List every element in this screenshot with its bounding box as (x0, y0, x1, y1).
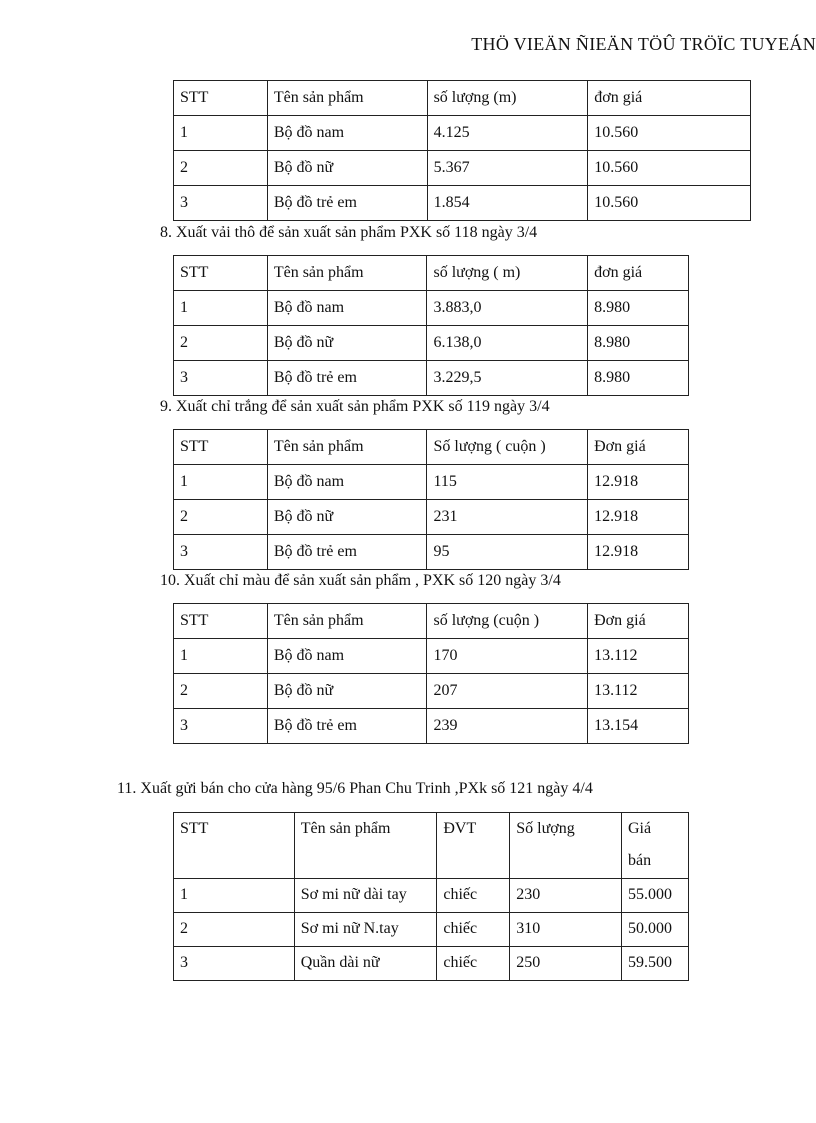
cell-product-name: Bộ đồ nam (267, 465, 427, 500)
table-2 (173, 255, 689, 396)
table-row (174, 361, 689, 396)
table-header-row (174, 430, 689, 465)
caption-8: 8. Xuất vải thô để sản xuất sản phẩm PXK số 118 ngày 3/4 (160, 224, 538, 241)
cell-stt: 2 (174, 674, 268, 709)
cell-quantity: 4.125 (427, 116, 588, 151)
cell-product-name: Bộ đồ trẻ em (267, 535, 427, 570)
cell-product-name: Bộ đồ nam (267, 116, 427, 151)
header-unit-price: Đơn giá (588, 604, 689, 639)
header-product-name: Tên sản phẩm (267, 81, 427, 116)
cell-product-name: Bộ đồ nữ (267, 151, 427, 186)
table-row (174, 291, 689, 326)
header-stt: STT (174, 256, 268, 291)
header-quantity: số lượng (m) (427, 81, 588, 116)
header-quantity: số lượng ( m) (427, 256, 588, 291)
cell-product-name: Sơ mi nữ N.tay (294, 913, 437, 947)
header-stt: STT (174, 813, 295, 879)
header-product-name: Tên sản phẩm (267, 430, 427, 465)
cell-quantity: 115 (427, 465, 588, 500)
cell-unit-price: 8.980 (588, 361, 689, 396)
cell-product-name: Bộ đồ trẻ em (267, 709, 427, 744)
cell-unit-price: 10.560 (588, 151, 751, 186)
header-quantity: số lượng (cuộn ) (427, 604, 588, 639)
cell-stt: 2 (174, 500, 268, 535)
table-row (174, 639, 689, 674)
cell-quantity: 5.367 (427, 151, 588, 186)
cell-unit-price: 10.560 (588, 186, 751, 221)
cell-unit-price: 8.980 (588, 291, 689, 326)
cell-selling-price: 55.000 (622, 879, 689, 913)
header-unit-price: đơn giá (588, 256, 689, 291)
cell-stt: 3 (174, 186, 268, 221)
cell-stt: 2 (174, 913, 295, 947)
cell-quantity: 1.854 (427, 186, 588, 221)
cell-stt: 3 (174, 947, 295, 981)
table-row (174, 913, 689, 947)
table-row (174, 947, 689, 981)
cell-unit-price: 12.918 (588, 500, 689, 535)
cell-product-name: Bộ đồ nữ (267, 674, 427, 709)
cell-unit-price: 13.154 (588, 709, 689, 744)
cell-stt: 2 (174, 151, 268, 186)
caption-9: 9. Xuất chỉ trắng để sản xuất sản phẩm PXK số 119 ngày 3/4 (160, 398, 550, 415)
table-5 (173, 812, 689, 981)
header-selling-price-line2: bán (628, 852, 652, 869)
table-row (174, 116, 751, 151)
table-header-row (174, 604, 689, 639)
cell-product-name: Bộ đồ trẻ em (267, 186, 427, 221)
cell-unit-price: 12.918 (588, 535, 689, 570)
caption-10: 10. Xuất chỉ màu để sản xuất sản phẩm , PXK số 120 ngày 3/4 (160, 572, 561, 589)
table-4 (173, 603, 689, 744)
cell-stt: 3 (174, 361, 268, 396)
cell-quantity: 3.883,0 (427, 291, 588, 326)
header-quantity: Số lượng (510, 813, 622, 879)
cell-selling-price: 59.500 (622, 947, 689, 981)
cell-quantity: 6.138,0 (427, 326, 588, 361)
header-stt: STT (174, 81, 268, 116)
header-product-name: Tên sản phẩm (267, 604, 427, 639)
cell-unit-price: 12.918 (588, 465, 689, 500)
table-row (174, 465, 689, 500)
cell-quantity: 230 (510, 879, 622, 913)
cell-stt: 1 (174, 291, 268, 326)
caption-11: 11. Xuất gửi bán cho cửa hàng 95/6 Phan Chu Trinh ,PXk số 121 ngày 4/4 (117, 780, 593, 797)
cell-unit-price: 13.112 (588, 674, 689, 709)
header-product-name: Tên sản phẩm (294, 813, 437, 879)
header-selling-price (622, 813, 689, 879)
table-row (174, 151, 751, 186)
cell-stt: 3 (174, 709, 268, 744)
cell-quantity: 231 (427, 500, 588, 535)
cell-quantity: 3.229,5 (427, 361, 588, 396)
header-unit-price: đơn giá (588, 81, 751, 116)
table-1 (173, 80, 751, 221)
header-selling-price-line1: Giá (628, 820, 652, 837)
cell-unit-price: 13.112 (588, 639, 689, 674)
header-stt: STT (174, 604, 268, 639)
table-row (174, 500, 689, 535)
cell-stt: 2 (174, 326, 268, 361)
cell-product-name: Bộ đồ trẻ em (267, 361, 427, 396)
cell-stt: 1 (174, 465, 268, 500)
table-row (174, 186, 751, 221)
cell-product-name: Bộ đồ nam (267, 291, 427, 326)
cell-unit-price: 10.560 (588, 116, 751, 151)
cell-product-name: Sơ mi nữ dài tay (294, 879, 437, 913)
cell-stt: 3 (174, 535, 268, 570)
cell-quantity: 239 (427, 709, 588, 744)
header-stt: STT (174, 430, 268, 465)
table-row (174, 326, 689, 361)
header-unit-price: Đơn giá (588, 430, 689, 465)
cell-unit-price: 8.980 (588, 326, 689, 361)
cell-quantity: 170 (427, 639, 588, 674)
header-unit: ĐVT (437, 813, 510, 879)
cell-quantity: 250 (510, 947, 622, 981)
cell-stt: 1 (174, 639, 268, 674)
cell-unit: chiếc (437, 947, 510, 981)
cell-stt: 1 (174, 116, 268, 151)
cell-product-name: Bộ đồ nữ (267, 500, 427, 535)
table-row (174, 709, 689, 744)
cell-product-name: Quần dài nữ (294, 947, 437, 981)
cell-quantity: 207 (427, 674, 588, 709)
cell-quantity: 310 (510, 913, 622, 947)
cell-selling-price: 50.000 (622, 913, 689, 947)
header-product-name: Tên sản phẩm (267, 256, 427, 291)
cell-product-name: Bộ đồ nữ (267, 326, 427, 361)
header-quantity: Số lượng ( cuộn ) (427, 430, 588, 465)
table-header-row (174, 81, 751, 116)
table-row (174, 674, 689, 709)
cell-unit: chiếc (437, 913, 510, 947)
table-row (174, 879, 689, 913)
table-row (174, 535, 689, 570)
table-header-row (174, 256, 689, 291)
cell-stt: 1 (174, 879, 295, 913)
table-3 (173, 429, 689, 570)
cell-product-name: Bộ đồ nam (267, 639, 427, 674)
cell-unit: chiếc (437, 879, 510, 913)
table-header-row (174, 813, 689, 879)
cell-quantity: 95 (427, 535, 588, 570)
page-header: THÖ VIEÄN ÑIEÄN TÖÛ TRÖÏC TUYEÁN (471, 34, 816, 54)
